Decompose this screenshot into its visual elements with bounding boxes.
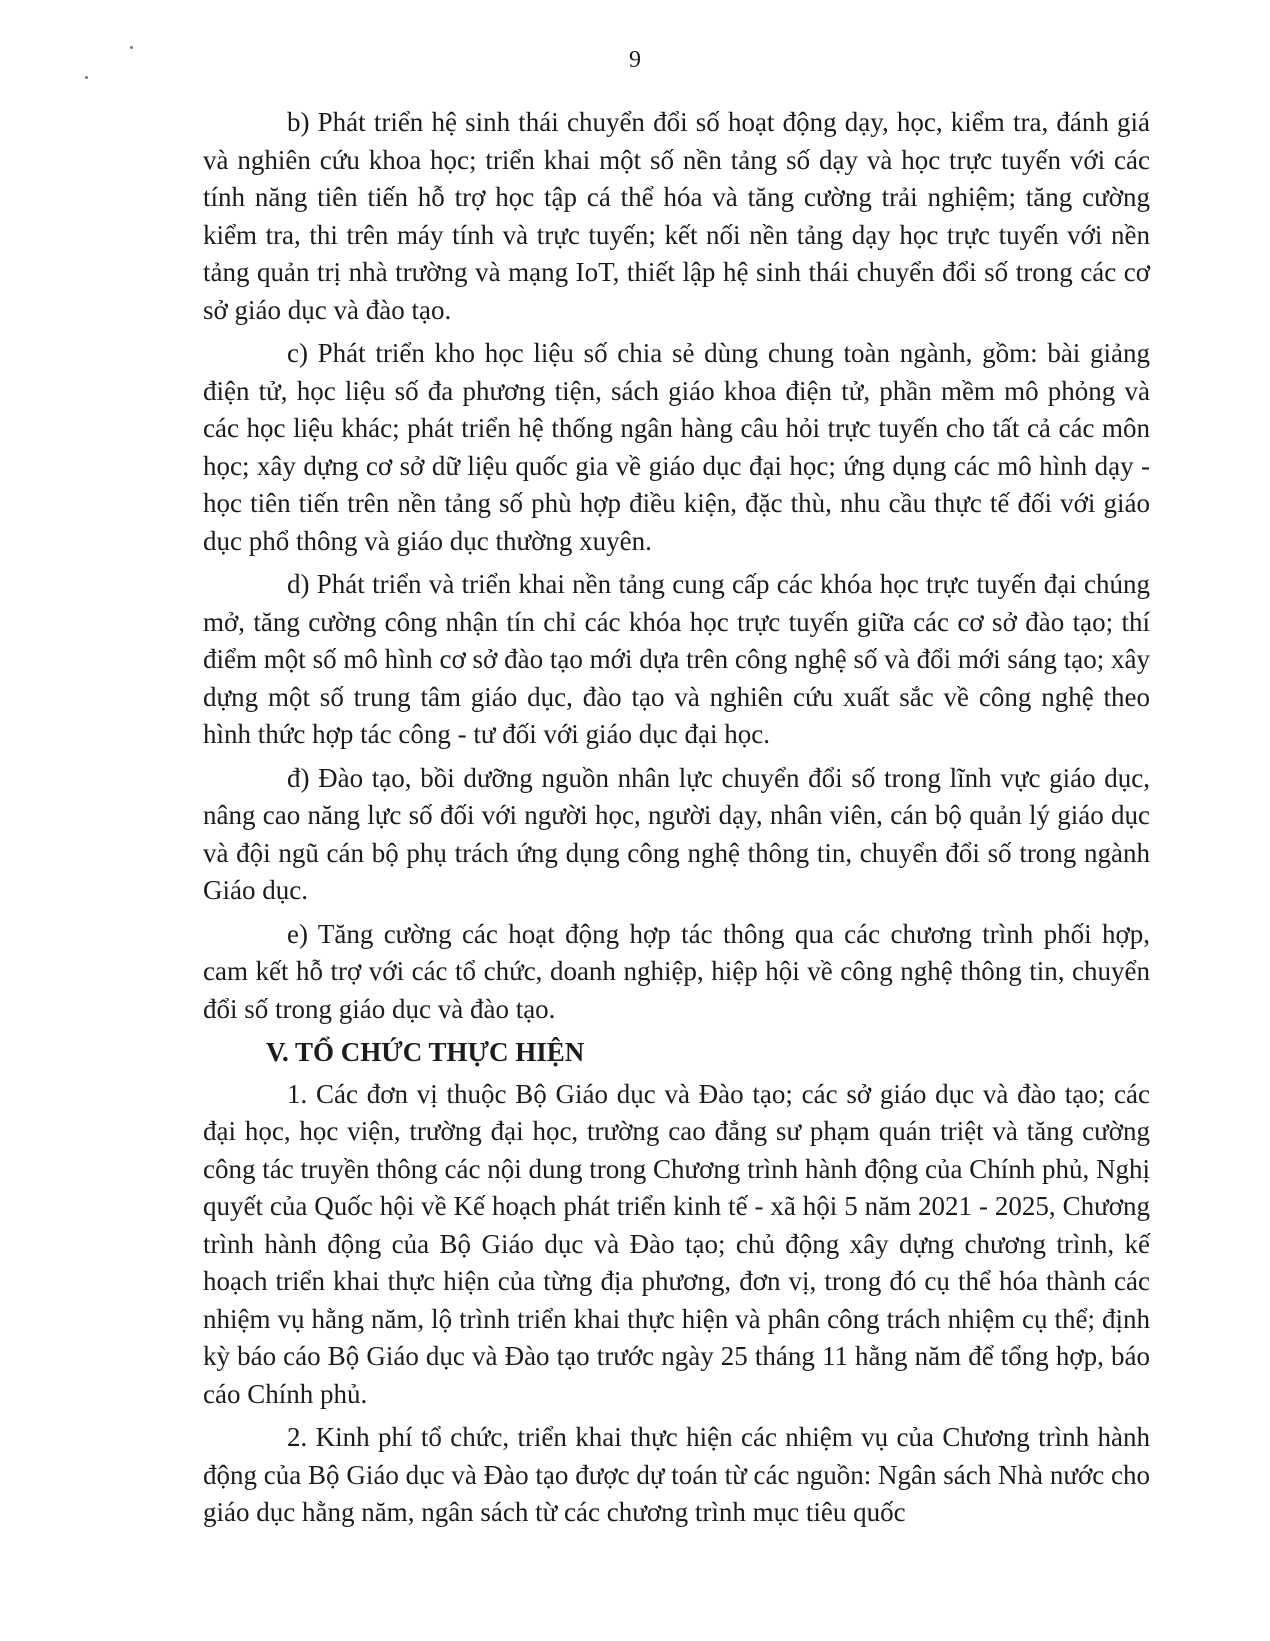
section-item-2: 2. Kinh phí tổ chức, triển khai thực hiện các nhiệm vụ của Chương trình hành động của Bộ Giáo dục và Đào tạo được dự toán từ các nguồn: Ngân sách Nhà nước cho giáo dục hằng năm, ngân sách từ các chương trình mục tiêu quốc <box>203 1422 1150 1527</box>
section-heading: V. TỔ CHỨC THỰC HIỆN <box>266 1037 585 1067</box>
paragraph-d: d) Phát triển và triển khai nền tảng cung cấp các khóa học trực tuyến đại chúng mở, tăng cường công nhận tín chỉ các khóa học trực tuyến giữa các cơ sở đào tạo; thí điểm một số mô hình cơ sở đào tạo mới dựa trên công nghệ số và đổi mới sáng tạo; xây dựng một số trung tâm giáo dục, đào tạo và nghiên cứu xuất sắc về công nghệ theo hình thức hợp tác công - tư đối với giáo dục đại học. <box>203 569 1150 749</box>
paragraph-dd: đ) Đào tạo, bồi dưỡng nguồn nhân lực chuyển đổi số trong lĩnh vực giáo dục, nâng cao năng lực số đối với người học, người dạy, nhân viên, cán bộ quản lý giáo dục và đội ngũ cán bộ phụ trách ứng dụng công nghệ thông tin, chuyển đổi số trong ngành Giáo dục. <box>203 762 1150 905</box>
paragraph-b: b) Phát triển hệ sinh thái chuyển đổi số hoạt động dạy, học, kiểm tra, đánh giá và nghiên cứu khoa học; triển khai một số nền tảng số dạy và học trực tuyến với các tính năng tiên tiến hỗ trợ học tập cá thể hóa và tăng cường trải nghiệm; tăng cường kiểm tra, thi trên máy tính và trực tuyến; kết nối nền tảng dạy học trực tuyến với nền tảng quản trị nhà trường và mạng IoT, thiết lập hệ sinh thái chuyển đổi số trong các cơ sở giáo dục và đào tạo. <box>203 107 1150 325</box>
document-body <box>203 104 1150 1538</box>
paragraph-c: c) Phát triển kho học liệu số chia sẻ dùng chung toàn ngành, gồm: bài giảng điện tử, học liệu số đa phương tiện, sách giáo khoa điện tử, phần mềm mô phỏng và các học liệu khác; phát triển hệ thống ngân hàng câu hỏi trực tuyến cho tất cả các môn học; xây dựng cơ sở dữ liệu quốc gia về giáo dục đại học; ứng dụng các mô hình dạy - học tiên tiến trên nền tảng số phù hợp điều kiện, đặc thù, nhu cầu thực tế đối với giáo dục phổ thông và giáo dục thường xuyên. <box>203 338 1150 556</box>
page-number: 9 <box>629 47 641 73</box>
section-item-1: 1. Các đơn vị thuộc Bộ Giáo dục và Đào tạo; các sở giáo dục và đào tạo; các đại học, học viện, trường đại học, trường cao đẳng sư phạm quán triệt và tăng cường công tác truyền thông các nội dung trong Chương trình hành động của Chính phủ, Nghị quyết của Quốc hội về Kế hoạch phát triển kinh tế - xã hội 5 năm 2021 - 2025, Chương trình hành động của Bộ Giáo dục và Đào tạo; chủ động xây dựng chương trình, kế hoạch triển khai thực hiện của từng địa phương, đơn vị, trong đó cụ thể hóa thành các nhiệm vụ hằng năm, lộ trình triển khai thực hiện và phân công trách nhiệm cụ thể; định kỳ báo cáo Bộ Giáo dục và Đào tạo trước ngày 25 tháng 11 hằng năm để tổng hợp, báo cáo Chính phủ. <box>203 1078 1150 1409</box>
paragraph-e: e) Tăng cường các hoạt động hợp tác thông qua các chương trình phối hợp, cam kết hỗ trợ với các tổ chức, doanh nghiệp, hiệp hội về công nghệ thông tin, chuyển đổi số trong giáo dục và đào tạo. <box>203 918 1150 1024</box>
scan-speck <box>85 76 88 79</box>
